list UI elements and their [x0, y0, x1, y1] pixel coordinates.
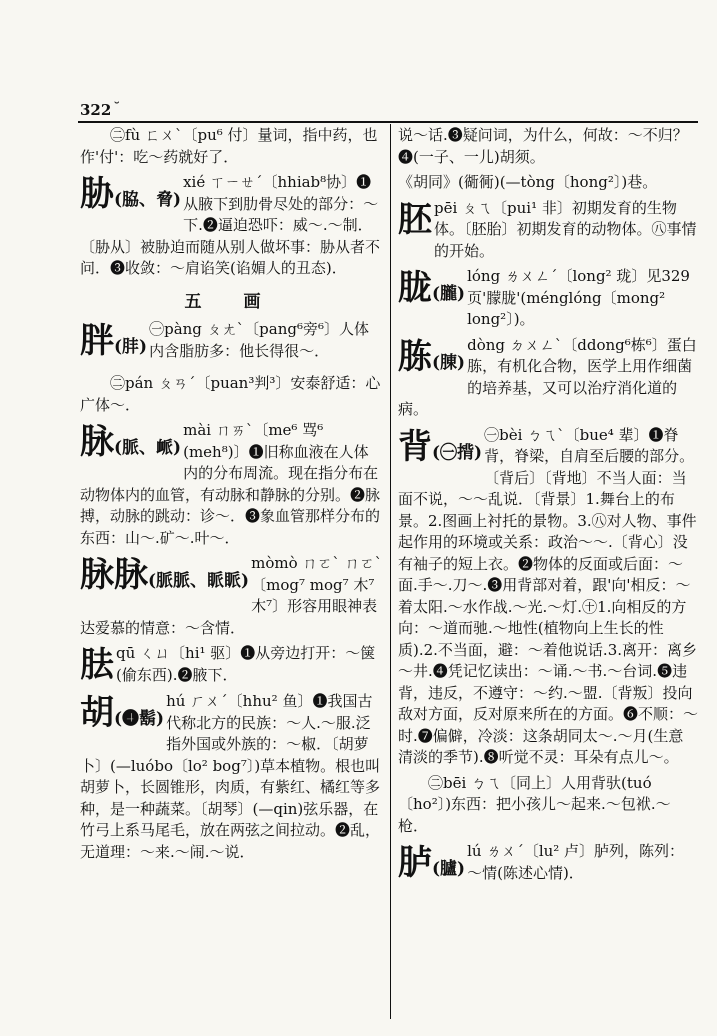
header-rule — [78, 121, 698, 123]
entry-definition: lóng ㄌㄨㄥˊ〔long² 珑〕见329页'朦胧'(ménglóng〔mong² long²〕)。 — [467, 267, 690, 328]
entry-definition: mòmò ㄇㄛˋ ㄇㄛˋ〔mog⁷ mog⁷ 木⁷ 木⁷〕形容用眼神表达爱慕的情意：～含情． — [80, 554, 383, 637]
entry-definition: lú ㄌㄨˊ〔lu² 卢〕胪列，陈列：～情(陈述心情)． — [467, 842, 685, 882]
paragraph: 说～话.❸疑问词，为什么，何故：～不归？❹(一子、一儿)胡须。 — [398, 126, 688, 166]
entry-definition: mài ㄇㄞˋ〔me⁶ 骂⁶ (meh⁸)〕❶旧称血液在人体内的分布周流。现在指分布在动物体内的血管，有动脉和静脉的分别。❷脉搏，动脉的跳动：诊～．❸象血管那样分布的东西：山～.矿～.叶～． — [80, 421, 381, 547]
headword-char: 背 — [398, 426, 432, 467]
headword-char: 胡 — [80, 693, 114, 733]
dictionary-entry — [80, 643, 383, 686]
dictionary-entry — [80, 172, 383, 280]
paragraph: ㊁pán ㄆㄢˊ〔puan³判³〕安泰舒适：心广体～． — [80, 374, 381, 414]
headword — [80, 643, 114, 687]
headword — [398, 335, 465, 385]
headword-char: 胨 — [398, 336, 432, 377]
headword-char: 胁 — [80, 174, 114, 214]
dictionary-entry — [80, 691, 383, 863]
headword-char: 胪 — [398, 843, 432, 883]
headword-variant: (肨) — [114, 337, 148, 357]
entry-definition: xié ㄒㄧㄝˊ〔hhiab⁸协〕❶从腋下到肋骨尽处的部分：～下.❷逼迫恐吓：威～.～制．〔胁从〕被胁迫而随从别人做坏事：胁从者不问．❸收敛：～肩谄笑(谄媚人的丑态)． — [80, 173, 381, 277]
paragraph: 《胡同》(衚衕)(—tòng〔hong²〕)巷。 — [398, 173, 658, 191]
headword-variant: (❹鬍) — [114, 709, 165, 729]
headword-variant: (㊀揹) — [432, 442, 483, 463]
headword — [80, 420, 181, 470]
headword-char: 胖 — [80, 321, 114, 361]
entry-definition: pēi ㄆㄟ〔pui¹ 非〕初期发育的生物体。〔胚胎〕初期发育的动物体。㊇事情的开始。 — [434, 198, 697, 260]
entry-definition: qū ㄑㄩ〔hi¹ 驱〕❶从旁边打开：～箧(偷东西).❷腋下． — [116, 644, 376, 684]
dictionary-entry — [80, 420, 383, 549]
headword — [80, 691, 164, 741]
headword-variant: (脈、衇) — [114, 438, 182, 458]
headword — [398, 198, 432, 242]
paragraph: ㊁fù ㄈㄨˋ〔pu⁶ 付〕量词，指中药，也作'付'：吃～药就好了． — [80, 126, 378, 166]
entry-definition: hú ㄏㄨˊ〔hhu² 鱼〕❶我国古代称北方的民族：～人.～服.泛指外国或外族的：～椒．〔胡萝卜〕(—luóbo〔lo² bog⁷〕)草本植物。根也叫胡萝卜，长圆锥形，肉质，有紫红、橘红等多种，是一种蔬菜。〔胡琴〕(—qin)弦乐器，在竹弓上系马尾毛，放在两弦之间拉动。❷乱，无道理：～来.～闹.～说． — [80, 692, 381, 861]
entry-definition: ㊀bèi ㄅㄟˋ〔bue⁴ 辈〕❶脊背，脊梁，自肩至后腰的部分。〔背后〕〔背地〕不当人面：当面不说，～～乱说．〔背景〕1.舞台上的布景。2.图画上衬托的景物。3.㊇对人物、事件起作用的环境或关系：政治～～.〔背心〕没有袖子的短上衣。❷物体的反面或后面：～面.手～.刀～.❸用背部对着，跟'向'相反：～着太阳.～水作战.～光.～灯.㊉1.向相反的方向：～道而驰.～地性(植物向上生长的性质).2.不当面，避：～着他说话.3.离开：离乡～井.❹凭记忆读出：～诵.～书.～台词.❺违背，违反，不遵守：～约.～盟.〔背叛〕投向敌对方面，反对原来所在的方面。❻不顺：～时.❼偏僻，冷淡：这条胡同太～.～月(生意清淡的季节).❽听觉不灵：耳朵有点儿～。 — [398, 425, 698, 766]
headword — [80, 553, 249, 603]
dictionary-entry — [398, 425, 698, 769]
headword-char: 胧 — [398, 268, 432, 308]
column-divider — [390, 124, 391, 1019]
dictionary-entry — [398, 841, 698, 884]
page-mark: ˘ — [113, 99, 121, 117]
left-column — [80, 125, 383, 1015]
headword — [398, 841, 465, 891]
headword — [398, 266, 465, 316]
dictionary-entry — [80, 553, 383, 639]
page-number: 322 — [80, 101, 112, 119]
entry-definition: ㊀pàng ㄆㄤˋ〔pang⁶旁⁶〕人体内含脂肪多：他长得很～． — [149, 320, 370, 360]
headword-variant: (腖) — [432, 352, 466, 373]
entry-definition: dòng ㄉㄨㄥˋ〔ddong⁶栋⁶〕蛋白胨，有机化合物，医学上用作细菌的培养基，又可以治疗消化道的病。 — [398, 335, 697, 418]
headword-char: 脉脉 — [80, 555, 148, 595]
paragraph: ㊁bēi ㄅㄟ〔同上〕人用背驮(tuó〔ho²〕)东西：把小孩儿～起来.～包袱.～枪． — [398, 773, 671, 835]
headword-variant: (脇、脅) — [114, 190, 182, 210]
headword-char: 胚 — [398, 199, 432, 240]
headword-char: 胠 — [80, 645, 114, 685]
headword-variant: (脈脈、眽眽) — [148, 571, 250, 591]
dictionary-entry — [398, 335, 698, 421]
headword-variant: (臚) — [432, 859, 466, 879]
headword-variant: (朧) — [432, 284, 466, 304]
headword — [80, 319, 147, 369]
headword-char: 脉 — [80, 422, 114, 462]
headword — [398, 425, 482, 475]
dictionary-entry — [398, 198, 698, 263]
headword — [80, 172, 181, 222]
right-column — [398, 125, 698, 1015]
dictionary-entry — [80, 319, 383, 362]
section-heading: 五 画 — [184, 291, 279, 312]
dictionary-entry — [398, 266, 698, 331]
